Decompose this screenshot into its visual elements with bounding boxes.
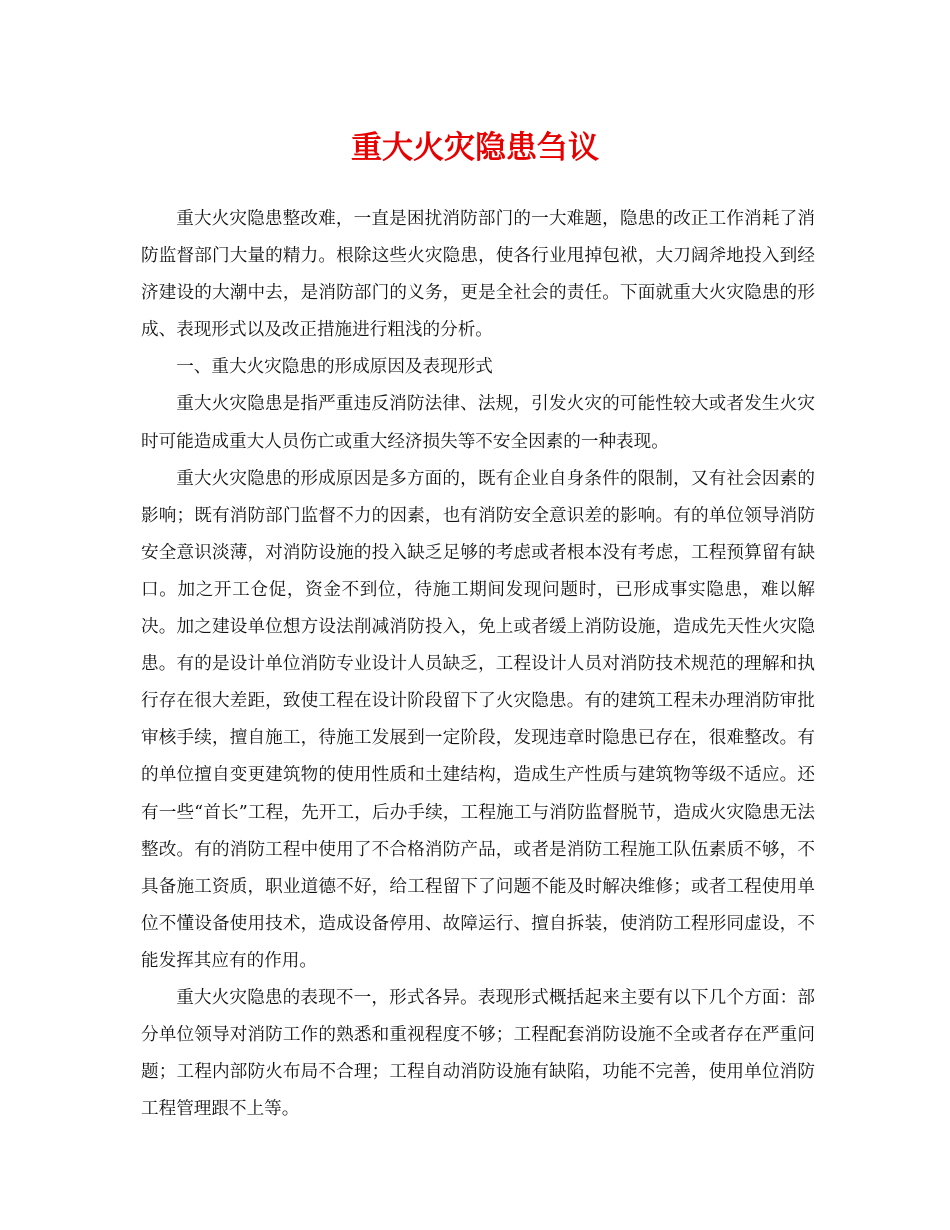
section-heading-1: 一、重大火灾隐患的形成原因及表现形式 bbox=[176, 357, 493, 378]
document-title: 重大火灾隐患刍议 bbox=[351, 130, 599, 166]
paragraph-forms: 重大火灾隐患的表现不一，形式各异。表现形式概括起来主要有以下几个方面：部分单位领导对消防工作的熟悉和重视程度不够；工程配套消防设施不全或者存在严重问题；工程内部防火布局不合理；工程自动消防设施有缺陷，功能不完善，使用单位消防工程管理跟不上等。 bbox=[141, 987, 815, 1120]
paragraph-definition: 重大火灾隐患是指严重违反消防法律、法规，引发火灾的可能性较大或者发生火灾时可能造成重大人员伤亡或重大经济损失等不安全因素的一种表现。 bbox=[141, 394, 815, 452]
paragraph-causes: 重大火灾隐患的形成原因是多方面的，既有企业自身条件的限制，又有社会因素的影响；既有消防部门监督不力的因素，也有消防安全意识差的影响。有的单位领导消防安全意识淡薄，对消防设施的投入缺乏足够的考虑或者根本没有考虑，工程预算留有缺口。加之开工仓促，资金不到位，待施工期间发现问题时，已形成事实隐患，难以解决。加之建设单位想方设法削减消防投入，免上或者缓上消防设施，造成先天性火灾隐患。有的是设计单位消防专业设计人员缺乏，工程设计人员对消防技术规范的理解和执行存在很大差距，致使工程在设计阶段留下了火灾隐患。有的建筑工程未办理消防审批审核手续，擅自施工，待施工发展到一定阶段，发现违章时隐患已存在，很难整改。有的单位擅自变更建筑物的使用性质和土建结构，造成生产性质与建筑物等级不适应。还有一些“首长”工程，先开工，后办手续，工程施工与消防监督脱节，造成火灾隐患无法整改。有的消防工程中使用了不合格消防产品，或者是消防工程施工队伍素质不够，不具备施工资质，职业道德不好，给工程留下了问题不能及时解决维修；或者工程使用单位不懂设备使用技术，造成设备停用、故障运行、擅自拆装，使消防工程形同虚设，不能发挥其应有的作用。 bbox=[141, 468, 815, 971]
document-body bbox=[141, 201, 815, 1128]
paragraph-intro: 重大火灾隐患整改难，一直是困扰消防部门的一大难题，隐患的改正工作消耗了消防监督部门大量的精力。根除这些火灾隐患，使各行业甩掉包袱，大刀阔斧地投入到经济建设的大潮中去，是消防部门的义务，更是全社会的责任。下面就重大火灾隐患的形成、表现形式以及改正措施进行粗浅的分析。 bbox=[141, 209, 815, 341]
